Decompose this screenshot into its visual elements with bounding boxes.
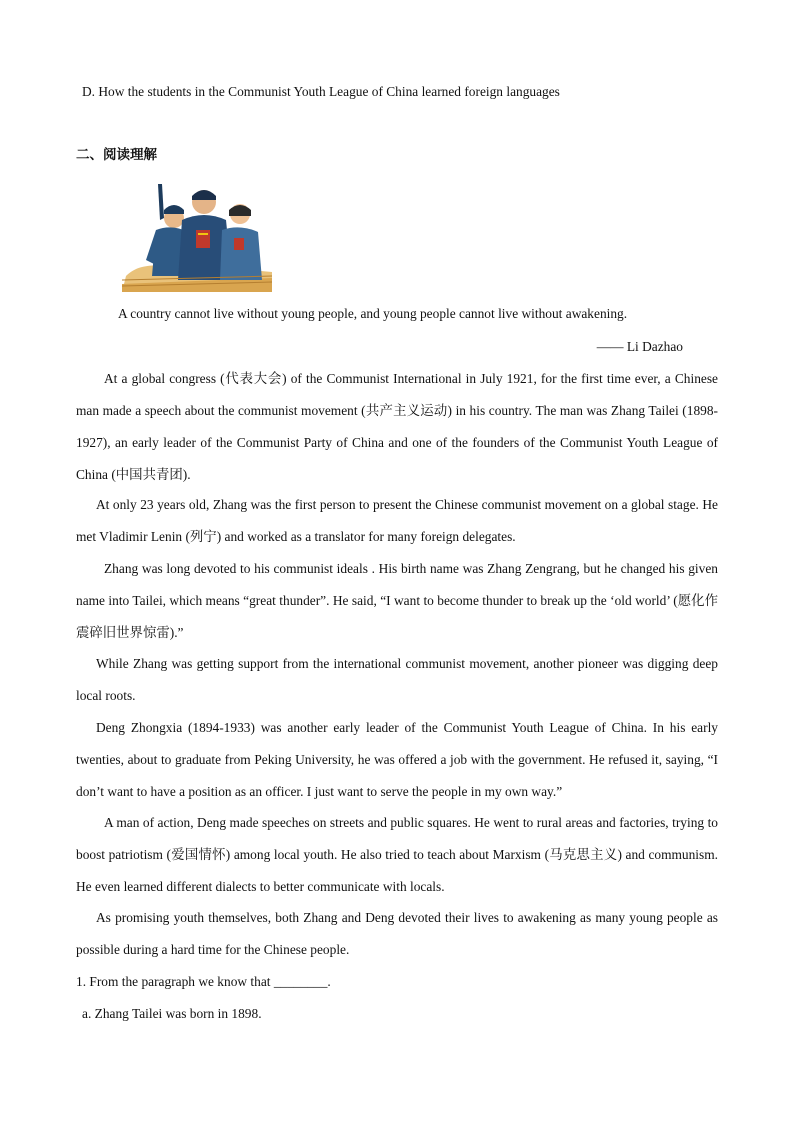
quote-author: —— Li Dazhao: [596, 339, 683, 354]
paragraph-5: Deng Zhongxia (1894-1933) was another early leader of the Communist Youth League of China. In his early twenties, about to graduate from Peking University, he was offered a job with the government. He refused it, saying, “I don’t want to have a position as an officer. I just want to serve the people in my own way.”: [76, 720, 718, 799]
option-d: D. How the students in the Communist Youth League of China learned foreign languages: [82, 84, 560, 99]
section-heading: 二、阅读理解: [76, 147, 157, 163]
question-1-option-a: a. Zhang Tailei was born in 1898.: [82, 1006, 262, 1021]
paragraph-7: As promising youth themselves, both Zhang and Deng devoted their lives to awakening as many young people as possible during a hard time for the Chinese people.: [76, 910, 718, 957]
paragraph-4: While Zhang was getting support from the international communist movement, another pioneer was digging deep local roots.: [76, 656, 718, 703]
question-1-stem: 1. From the paragraph we know that ________.: [76, 974, 331, 989]
paragraph-6: A man of action, Deng made speeches on streets and public squares. He went to rural areas and factories, trying to boost patriotism (爱国情怀) among local youth. He also tried to teach about Marxism (马克思主义) and communism. He even learned different dialects to better communicate with locals.: [76, 815, 718, 894]
quote-text: A country cannot live without young people, and young people cannot live without awakening.: [118, 306, 628, 321]
paragraph-1: At a global congress (代表大会) of the Communist International in July 1921, for the first time ever, a Chinese man made a speech about the communist movement (共产主义运动) in his country. The man was Zhang Tailei (1898-1927), an early leader of the Communist Party of China and one of the founders of the Communist Youth League of China (中国共青团).: [76, 371, 718, 482]
paragraph-2: At only 23 years old, Zhang was the first person to present the Chinese communist movement on a global stage. He met Vladimir Lenin (列宁) and worked as a translator for many foreign delegates.: [76, 497, 718, 544]
propaganda-poster-illustration: [122, 180, 272, 292]
paragraph-3: Zhang was long devoted to his communist ideals . His birth name was Zhang Zengrang, but he changed his given name into Tailei, which means “great thunder”. He said, “I want to become thunder to break up the ‘old world’ (愿化作震碎旧世界惊雷).”: [76, 561, 718, 640]
